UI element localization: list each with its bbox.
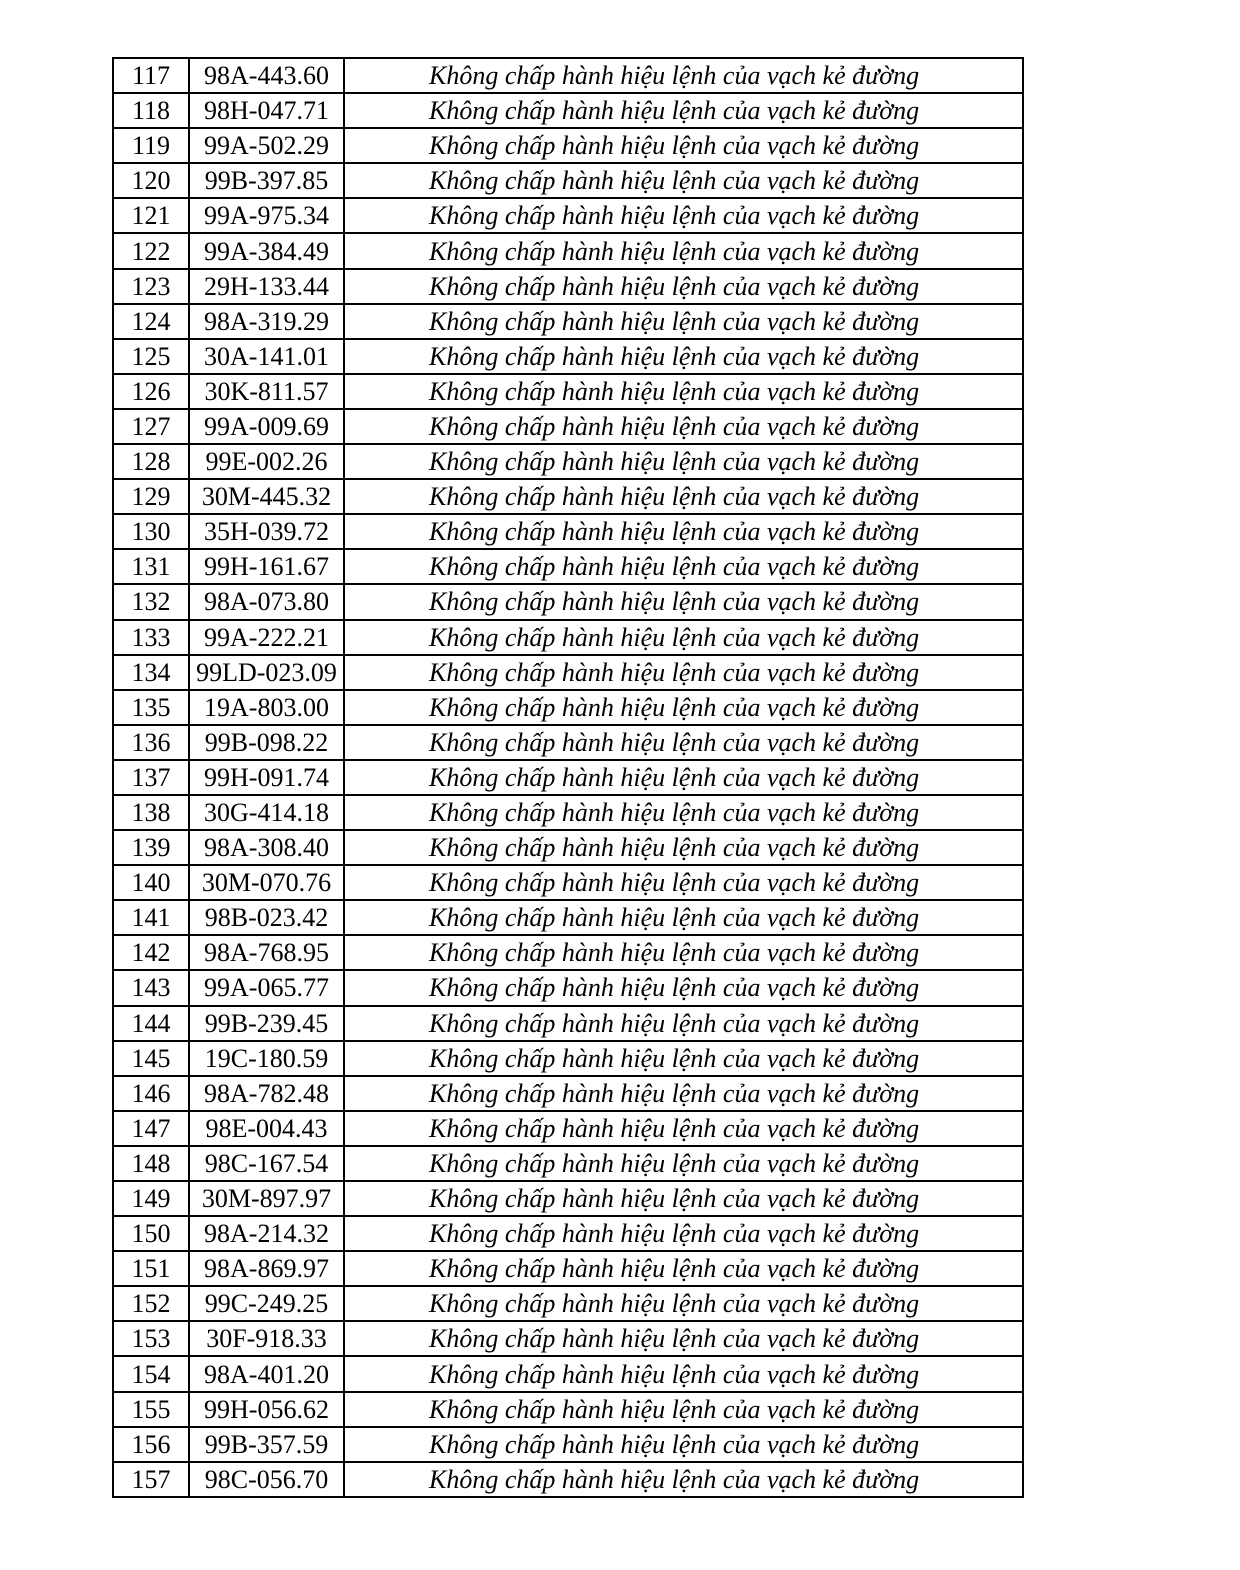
- table-row: [113, 655, 1023, 690]
- violation-cell: Không chấp hành hiệu lệnh của vạch kẻ đường: [344, 128, 1023, 163]
- row-number-cell: 139: [113, 830, 189, 865]
- violation-cell: Không chấp hành hiệu lệnh của vạch kẻ đường: [344, 1181, 1023, 1216]
- row-number-cell: 138: [113, 795, 189, 830]
- row-number-cell: 156: [113, 1427, 189, 1462]
- row-number-cell: 128: [113, 444, 189, 479]
- table-row: [113, 1286, 1023, 1321]
- violation-cell: Không chấp hành hiệu lệnh của vạch kẻ đường: [344, 58, 1023, 93]
- license-plate-cell: 98A-443.60: [189, 58, 344, 93]
- table-row: [113, 1427, 1023, 1462]
- license-plate-cell: 98C-167.54: [189, 1146, 344, 1181]
- violation-cell: Không chấp hành hiệu lệnh của vạch kẻ đường: [344, 514, 1023, 549]
- table-row: [113, 514, 1023, 549]
- table-row: [113, 795, 1023, 830]
- table-row: [113, 409, 1023, 444]
- table-row: [113, 1111, 1023, 1146]
- violation-cell: Không chấp hành hiệu lệnh của vạch kẻ đường: [344, 339, 1023, 374]
- row-number-cell: 137: [113, 760, 189, 795]
- license-plate-cell: 29H-133.44: [189, 269, 344, 304]
- table-row: [113, 549, 1023, 584]
- violation-cell: Không chấp hành hiệu lệnh của vạch kẻ đường: [344, 830, 1023, 865]
- row-number-cell: 135: [113, 690, 189, 725]
- row-number-cell: 130: [113, 514, 189, 549]
- license-plate-cell: 98E-004.43: [189, 1111, 344, 1146]
- license-plate-cell: 98H-047.71: [189, 93, 344, 128]
- table-row: [113, 374, 1023, 409]
- violation-cell: Không chấp hành hiệu lệnh của vạch kẻ đường: [344, 304, 1023, 339]
- violation-cell: Không chấp hành hiệu lệnh của vạch kẻ đường: [344, 1251, 1023, 1286]
- row-number-cell: 134: [113, 655, 189, 690]
- row-number-cell: 119: [113, 128, 189, 163]
- violation-cell: Không chấp hành hiệu lệnh của vạch kẻ đường: [344, 444, 1023, 479]
- violation-cell: Không chấp hành hiệu lệnh của vạch kẻ đường: [344, 795, 1023, 830]
- violation-cell: Không chấp hành hiệu lệnh của vạch kẻ đường: [344, 198, 1023, 233]
- violation-cell: Không chấp hành hiệu lệnh của vạch kẻ đường: [344, 865, 1023, 900]
- row-number-cell: 140: [113, 865, 189, 900]
- license-plate-cell: 98A-869.97: [189, 1251, 344, 1286]
- row-number-cell: 120: [113, 163, 189, 198]
- license-plate-cell: 98A-401.20: [189, 1356, 344, 1391]
- license-plate-cell: 99H-056.62: [189, 1392, 344, 1427]
- license-plate-cell: 98A-782.48: [189, 1076, 344, 1111]
- violation-cell: Không chấp hành hiệu lệnh của vạch kẻ đường: [344, 584, 1023, 619]
- row-number-cell: 125: [113, 339, 189, 374]
- license-plate-cell: 30A-141.01: [189, 339, 344, 374]
- row-number-cell: 152: [113, 1286, 189, 1321]
- license-plate-cell: 99A-065.77: [189, 970, 344, 1005]
- table-row: [113, 865, 1023, 900]
- row-number-cell: 143: [113, 970, 189, 1005]
- violation-cell: Không chấp hành hiệu lệnh của vạch kẻ đường: [344, 233, 1023, 268]
- license-plate-cell: 30M-070.76: [189, 865, 344, 900]
- row-number-cell: 117: [113, 58, 189, 93]
- table-row: [113, 900, 1023, 935]
- violation-cell: Không chấp hành hiệu lệnh của vạch kẻ đường: [344, 1392, 1023, 1427]
- row-number-cell: 124: [113, 304, 189, 339]
- table-row: [113, 620, 1023, 655]
- license-plate-cell: 98A-073.80: [189, 584, 344, 619]
- violation-cell: Không chấp hành hiệu lệnh của vạch kẻ đường: [344, 409, 1023, 444]
- license-plate-cell: 99A-384.49: [189, 233, 344, 268]
- table-row: [113, 1006, 1023, 1041]
- table-row: [113, 233, 1023, 268]
- violation-cell: Không chấp hành hiệu lệnh của vạch kẻ đường: [344, 935, 1023, 970]
- license-plate-cell: 99A-009.69: [189, 409, 344, 444]
- row-number-cell: 157: [113, 1462, 189, 1497]
- license-plate-cell: 99B-098.22: [189, 725, 344, 760]
- violation-cell: Không chấp hành hiệu lệnh của vạch kẻ đường: [344, 1041, 1023, 1076]
- row-number-cell: 151: [113, 1251, 189, 1286]
- table-row: [113, 93, 1023, 128]
- table-row: [113, 128, 1023, 163]
- violation-cell: Không chấp hành hiệu lệnh của vạch kẻ đường: [344, 1111, 1023, 1146]
- table-row: [113, 58, 1023, 93]
- license-plate-cell: 19A-803.00: [189, 690, 344, 725]
- violation-cell: Không chấp hành hiệu lệnh của vạch kẻ đường: [344, 93, 1023, 128]
- table-row: [113, 269, 1023, 304]
- table-row: [113, 1181, 1023, 1216]
- violation-cell: Không chấp hành hiệu lệnh của vạch kẻ đường: [344, 549, 1023, 584]
- table-row: [113, 163, 1023, 198]
- row-number-cell: 133: [113, 620, 189, 655]
- violation-cell: Không chấp hành hiệu lệnh của vạch kẻ đường: [344, 1286, 1023, 1321]
- license-plate-cell: 30G-414.18: [189, 795, 344, 830]
- table-row: [113, 1392, 1023, 1427]
- row-number-cell: 145: [113, 1041, 189, 1076]
- license-plate-cell: 99LD-023.09: [189, 655, 344, 690]
- license-plate-cell: 99B-239.45: [189, 1006, 344, 1041]
- table-row: [113, 1462, 1023, 1497]
- row-number-cell: 142: [113, 935, 189, 970]
- row-number-cell: 144: [113, 1006, 189, 1041]
- violation-cell: Không chấp hành hiệu lệnh của vạch kẻ đường: [344, 1076, 1023, 1111]
- table-row: [113, 760, 1023, 795]
- license-plate-cell: 98A-214.32: [189, 1216, 344, 1251]
- table-row: [113, 304, 1023, 339]
- violation-cell: Không chấp hành hiệu lệnh của vạch kẻ đường: [344, 374, 1023, 409]
- license-plate-cell: 30F-918.33: [189, 1321, 344, 1356]
- license-plate-cell: 98A-768.95: [189, 935, 344, 970]
- table-row: [113, 1146, 1023, 1181]
- license-plate-cell: 99B-357.59: [189, 1427, 344, 1462]
- row-number-cell: 136: [113, 725, 189, 760]
- row-number-cell: 149: [113, 1181, 189, 1216]
- table-body: [113, 58, 1023, 1497]
- license-plate-cell: 99A-502.29: [189, 128, 344, 163]
- row-number-cell: 150: [113, 1216, 189, 1251]
- row-number-cell: 155: [113, 1392, 189, 1427]
- violation-cell: Không chấp hành hiệu lệnh của vạch kẻ đường: [344, 620, 1023, 655]
- violation-cell: Không chấp hành hiệu lệnh của vạch kẻ đường: [344, 1462, 1023, 1497]
- violation-cell: Không chấp hành hiệu lệnh của vạch kẻ đường: [344, 1146, 1023, 1181]
- row-number-cell: 118: [113, 93, 189, 128]
- table-row: [113, 198, 1023, 233]
- table-row: [113, 1216, 1023, 1251]
- license-plate-cell: 99B-397.85: [189, 163, 344, 198]
- table-row: [113, 1041, 1023, 1076]
- violation-cell: Không chấp hành hiệu lệnh của vạch kẻ đường: [344, 1427, 1023, 1462]
- table-row: [113, 1321, 1023, 1356]
- license-plate-cell: 99A-975.34: [189, 198, 344, 233]
- table-row: [113, 725, 1023, 760]
- row-number-cell: 123: [113, 269, 189, 304]
- row-number-cell: 153: [113, 1321, 189, 1356]
- license-plate-cell: 30K-811.57: [189, 374, 344, 409]
- violation-cell: Không chấp hành hiệu lệnh của vạch kẻ đường: [344, 479, 1023, 514]
- violation-cell: Không chấp hành hiệu lệnh của vạch kẻ đường: [344, 900, 1023, 935]
- violation-cell: Không chấp hành hiệu lệnh của vạch kẻ đường: [344, 1356, 1023, 1391]
- row-number-cell: 122: [113, 233, 189, 268]
- violation-cell: Không chấp hành hiệu lệnh của vạch kẻ đường: [344, 1216, 1023, 1251]
- license-plate-cell: 98A-319.29: [189, 304, 344, 339]
- license-plate-cell: 30M-445.32: [189, 479, 344, 514]
- table-row: [113, 1251, 1023, 1286]
- row-number-cell: 132: [113, 584, 189, 619]
- row-number-cell: 129: [113, 479, 189, 514]
- row-number-cell: 148: [113, 1146, 189, 1181]
- license-plate-cell: 35H-039.72: [189, 514, 344, 549]
- table-row: [113, 830, 1023, 865]
- row-number-cell: 126: [113, 374, 189, 409]
- violation-cell: Không chấp hành hiệu lệnh của vạch kẻ đường: [344, 970, 1023, 1005]
- violation-cell: Không chấp hành hiệu lệnh của vạch kẻ đường: [344, 1006, 1023, 1041]
- violation-cell: Không chấp hành hiệu lệnh của vạch kẻ đường: [344, 725, 1023, 760]
- violation-cell: Không chấp hành hiệu lệnh của vạch kẻ đường: [344, 1321, 1023, 1356]
- table-row: [113, 339, 1023, 374]
- row-number-cell: 147: [113, 1111, 189, 1146]
- row-number-cell: 127: [113, 409, 189, 444]
- row-number-cell: 154: [113, 1356, 189, 1391]
- license-plate-cell: 99C-249.25: [189, 1286, 344, 1321]
- license-plate-cell: 99E-002.26: [189, 444, 344, 479]
- license-plate-cell: 30M-897.97: [189, 1181, 344, 1216]
- table-row: [113, 1076, 1023, 1111]
- row-number-cell: 141: [113, 900, 189, 935]
- violation-cell: Không chấp hành hiệu lệnh của vạch kẻ đường: [344, 163, 1023, 198]
- table-row: [113, 690, 1023, 725]
- license-plate-cell: 98A-308.40: [189, 830, 344, 865]
- license-plate-cell: 99A-222.21: [189, 620, 344, 655]
- violation-cell: Không chấp hành hiệu lệnh của vạch kẻ đường: [344, 655, 1023, 690]
- violation-cell: Không chấp hành hiệu lệnh của vạch kẻ đường: [344, 760, 1023, 795]
- row-number-cell: 131: [113, 549, 189, 584]
- license-plate-cell: 19C-180.59: [189, 1041, 344, 1076]
- license-plate-cell: 99H-161.67: [189, 549, 344, 584]
- table-row: [113, 1356, 1023, 1391]
- violation-cell: Không chấp hành hiệu lệnh của vạch kẻ đường: [344, 269, 1023, 304]
- license-plate-cell: 99H-091.74: [189, 760, 344, 795]
- table-row: [113, 479, 1023, 514]
- license-plate-cell: 98C-056.70: [189, 1462, 344, 1497]
- violations-table: [112, 57, 1024, 1498]
- table-row: [113, 444, 1023, 479]
- license-plate-cell: 98B-023.42: [189, 900, 344, 935]
- table-row: [113, 970, 1023, 1005]
- row-number-cell: 146: [113, 1076, 189, 1111]
- row-number-cell: 121: [113, 198, 189, 233]
- violation-cell: Không chấp hành hiệu lệnh của vạch kẻ đường: [344, 690, 1023, 725]
- table-row: [113, 935, 1023, 970]
- table-row: [113, 584, 1023, 619]
